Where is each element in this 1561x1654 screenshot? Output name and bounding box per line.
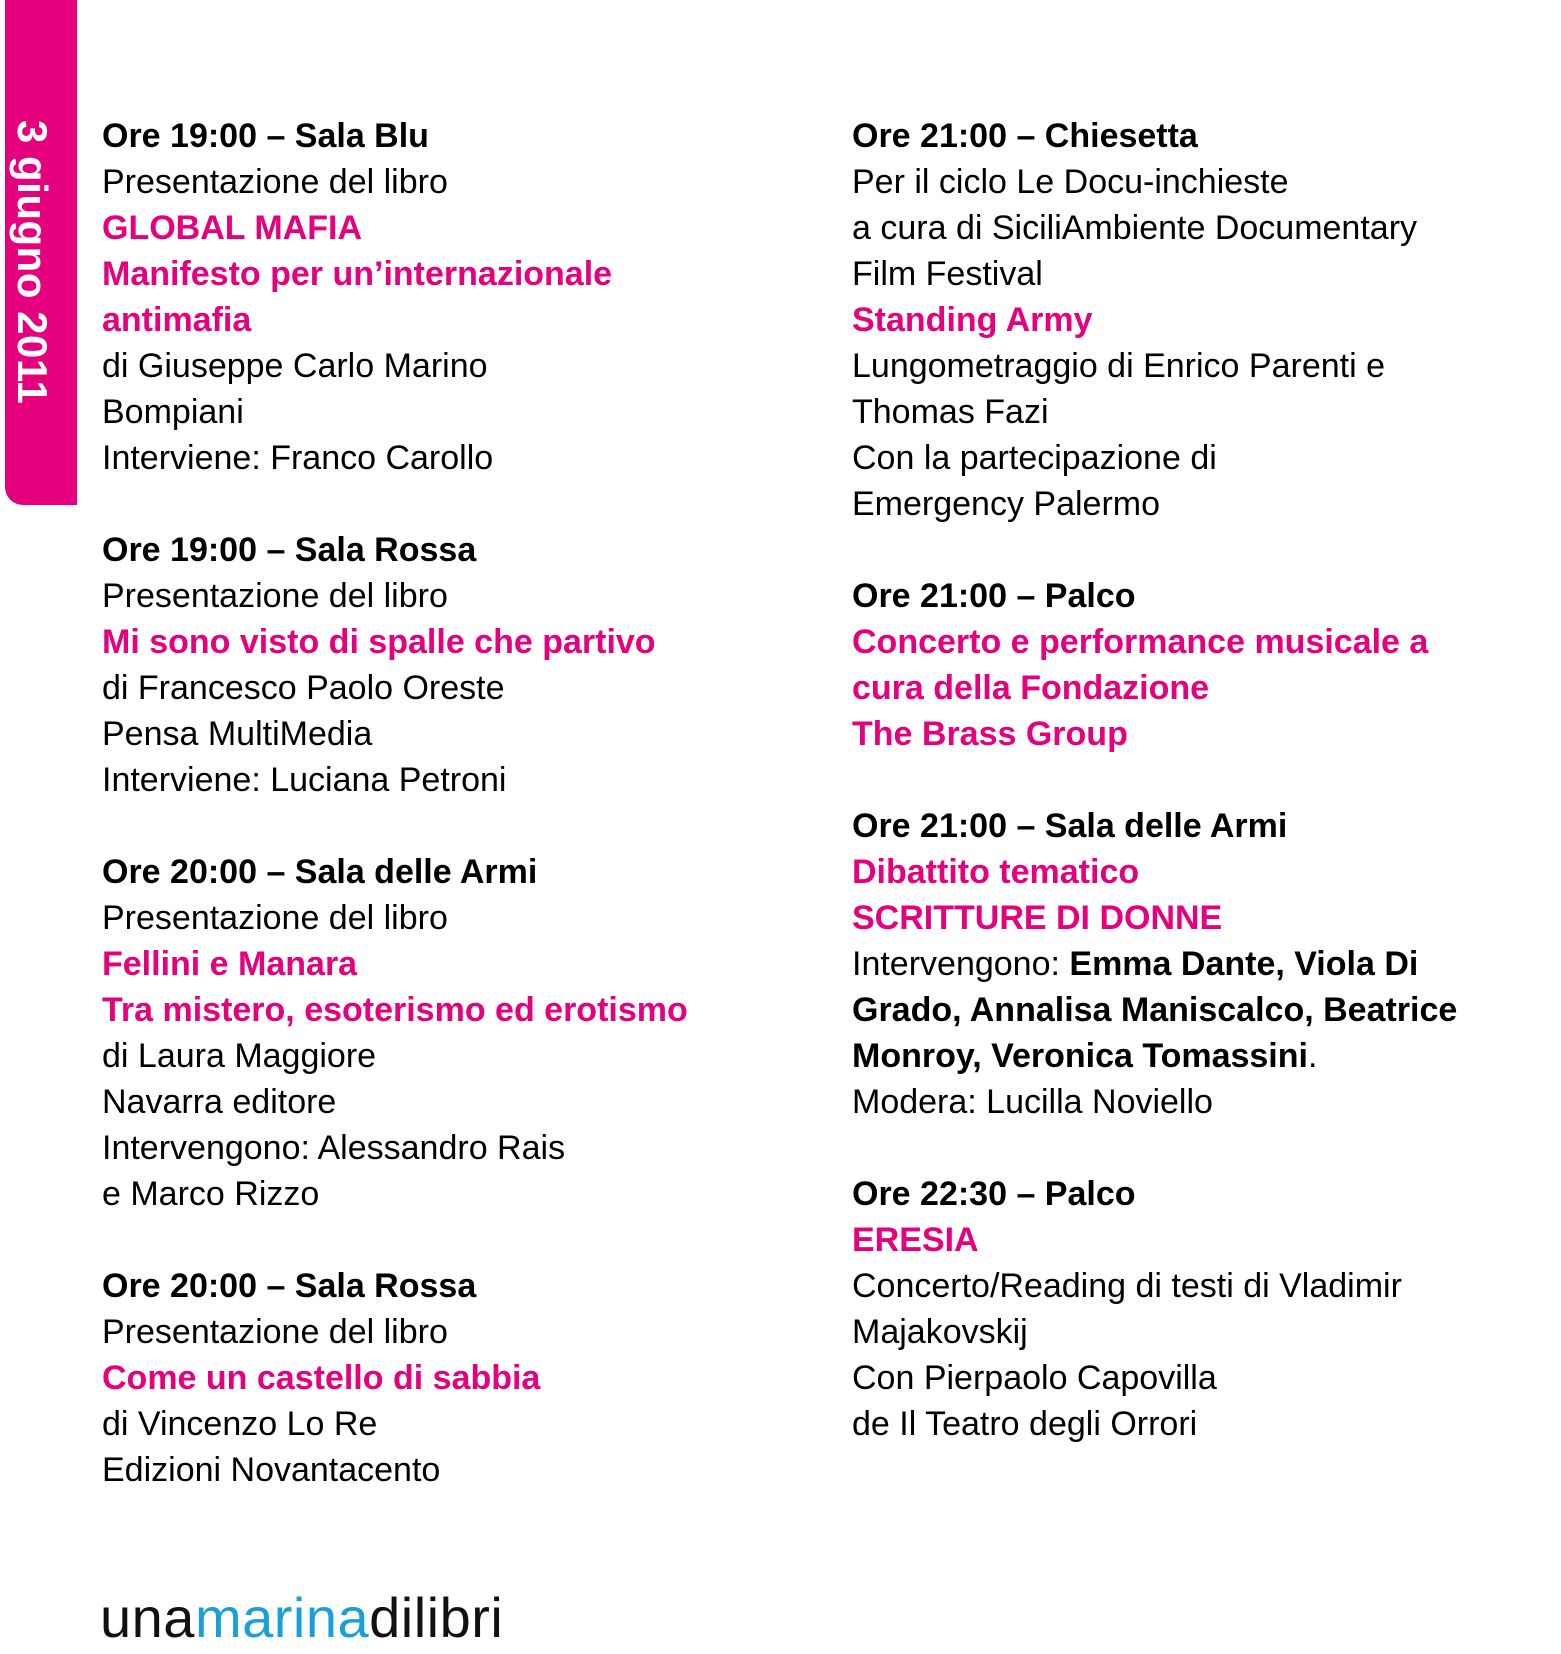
event-title: Come un castello di sabbia [102,1359,541,1397]
event-detail: Concerto/Reading di testi di Vladimir [852,1267,1402,1305]
event-time-venue: Ore 20:00 – Sala Rossa [102,1267,477,1305]
event-title: Tra mistero, esoterismo ed erotismo [102,991,688,1029]
event-title: GLOBAL MAFIA [102,209,363,247]
right-column [852,113,1552,1493]
event-detail: Lungometraggio di Enrico Parenti e [852,347,1385,385]
event-time-venue: Ore 20:00 – Sala delle Armi [102,853,538,891]
event-item [102,527,822,803]
event-title: antimafia [102,301,252,339]
event-intro: Presentazione del libro [102,163,448,201]
event-detail: Thomas Fazi [852,393,1049,431]
event-detail: Interviene: Franco Carollo [102,439,494,477]
event-detail: Interviene: Luciana Petroni [102,761,507,799]
left-column [102,113,822,1539]
event-detail: Edizioni Novantacento [102,1451,441,1489]
event-detail: di Giuseppe Carlo Marino [102,347,488,385]
event-detail: Majakovskij [852,1313,1028,1351]
date-label: 3 giugno 2011 [9,120,56,405]
event-intro: Presentazione del libro [102,899,448,937]
event-detail: Modera: Lucilla Noviello [852,1083,1213,1121]
date-tab [5,0,77,505]
event-time-venue: Ore 19:00 – Sala Rossa [102,531,477,569]
event-title: Fellini e Manara [102,945,358,983]
event-intro: Presentazione del libro [102,1313,448,1351]
event-detail: de Il Teatro degli Orrori [852,1405,1198,1443]
event-detail: Con la partecipazione di [852,439,1217,477]
logo-part-marina: marina [194,1586,370,1649]
event-intro: a cura di SiciliAmbiente Documentary [852,209,1418,247]
event-title: Standing Army [852,301,1093,339]
event-time-venue: Ore 21:00 – Sala delle Armi [852,807,1288,845]
event-detail: di Laura Maggiore [102,1037,377,1075]
speakers-names: Grado, Annalisa Maniscalco, Beatrice [852,991,1458,1029]
event-item [852,1171,1552,1447]
speakers-label: Intervengono: [852,945,1070,983]
event-title: Concerto e performance musicale a [852,623,1429,661]
event-item [852,113,1552,527]
event-title: Manifesto per un’internazionale [102,255,613,293]
speakers-end: . [1307,1037,1318,1075]
event-detail: di Vincenzo Lo Re [102,1405,378,1443]
event-item [852,573,1552,757]
event-detail: Bompiani [102,393,244,431]
event-title: cura della Fondazione [852,669,1210,707]
event-time-venue: Ore 21:00 – Palco [852,577,1136,615]
event-item [852,803,1552,1125]
event-intro: Film Festival [852,255,1043,293]
event-title: Mi sono visto di spalle che partivo [102,623,656,661]
speakers-names: Emma Dante, Viola Di [1069,945,1419,983]
logo-part-una: una [100,1586,195,1649]
event-speakers-line [852,941,1552,987]
event-title: ERESIA [852,1221,979,1259]
event-intro: Presentazione del libro [102,577,448,615]
event-item [102,113,822,481]
event-item [102,1263,822,1493]
event-title: Dibattito tematico [852,853,1140,891]
event-time-venue: Ore 19:00 – Sala Blu [102,117,429,155]
event-detail: Emergency Palermo [852,485,1161,523]
event-detail: Intervengono: Alessandro Rais [102,1129,566,1167]
event-speakers-line [852,1033,1552,1079]
event-detail: Con Pierpaolo Capovilla [852,1359,1217,1397]
event-detail: Navarra editore [102,1083,337,1121]
event-intro: Per il ciclo Le Docu-inchieste [852,163,1289,201]
event-detail: e Marco Rizzo [102,1175,320,1213]
speakers-names: Monroy, Veronica Tomassini [852,1037,1308,1075]
event-time-venue: Ore 22:30 – Palco [852,1175,1136,1213]
event-detail: Pensa MultiMedia [102,715,373,753]
event-detail: di Francesco Paolo Oreste [102,669,505,707]
event-time-venue: Ore 21:00 – Chiesetta [852,117,1198,155]
event-title: SCRITTURE DI DONNE [852,899,1223,937]
event-title: The Brass Group [852,715,1128,753]
event-item [102,849,822,1217]
una-marina-di-libri-logo [100,1586,504,1649]
logo-part-dilibri: dilibri [369,1586,504,1649]
